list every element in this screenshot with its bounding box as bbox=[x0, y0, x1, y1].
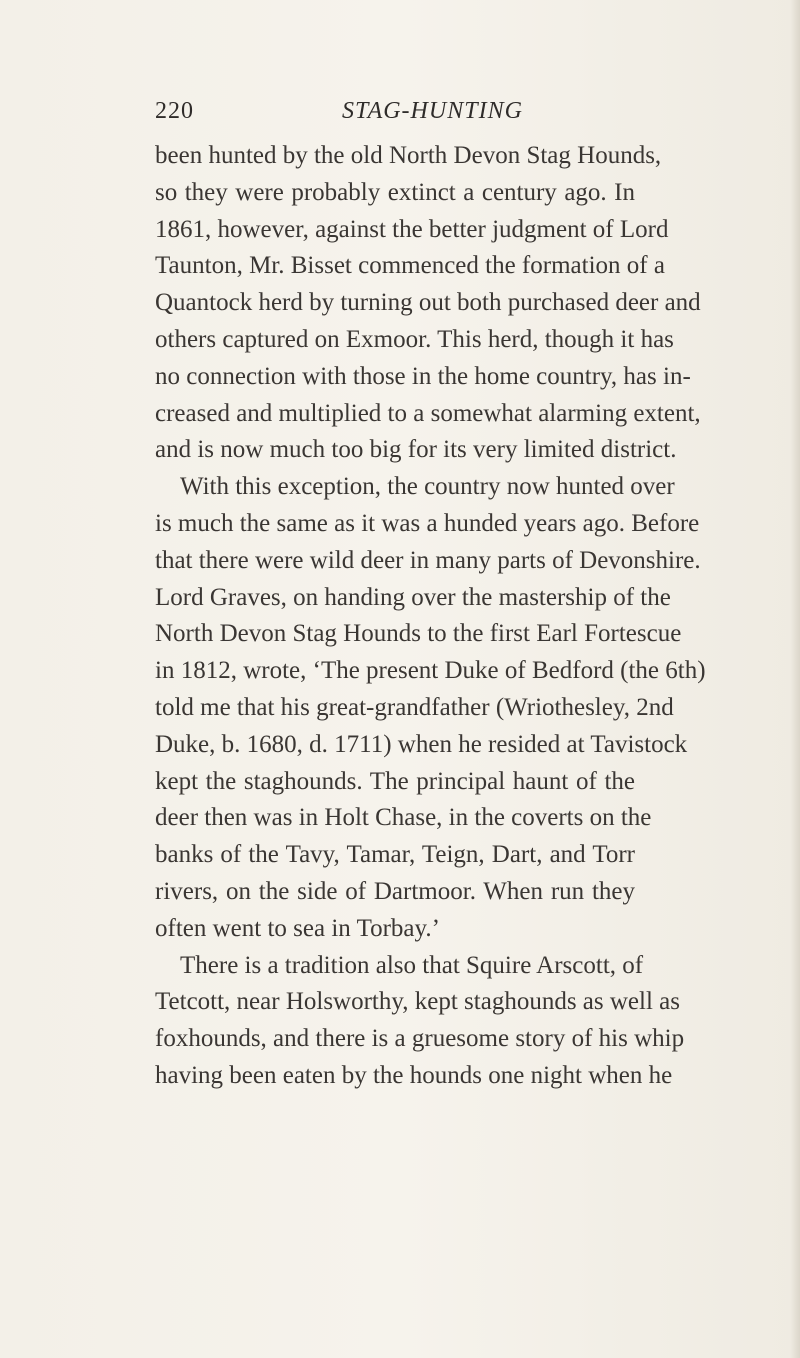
text-line: is much the same as it was a hunded years ago. Before bbox=[155, 509, 700, 537]
text-line: 1861, however, against the better judgment of Lord bbox=[155, 215, 669, 243]
page-header bbox=[155, 98, 635, 138]
text-line: foxhounds, and there is a gruesome story of his whip bbox=[155, 1025, 685, 1053]
text-line: banks of the Tavy, Tamar, Teign, Dart, and Torr bbox=[155, 841, 635, 869]
text-line: Duke, b. 1680, d. 1711) when he resided at Tavistock bbox=[155, 730, 688, 758]
text-line: that there were wild deer in many parts of Devonshire. bbox=[155, 546, 701, 574]
text-line: no connection with those in the home country, has in- bbox=[155, 362, 691, 390]
text-line: in 1812, wrote, ‘The present Duke of Bedford (the 6th) bbox=[155, 657, 706, 685]
text-line: rivers, on the side of Dartmoor. When run they bbox=[155, 877, 635, 905]
text-line: Taunton, Mr. Bisset commenced the formation of a bbox=[155, 252, 665, 280]
page-edge-shadow bbox=[790, 0, 800, 1358]
text-line: Lord Graves, on handing over the mastership of the bbox=[155, 583, 671, 611]
text-line: been hunted by the old North Devon Stag Hounds, bbox=[155, 142, 662, 169]
text-line: There is a tradition also that Squire Arscott, of bbox=[180, 951, 644, 979]
text-line: often went to sea in Torbay.’ bbox=[155, 914, 440, 942]
page-number: 220 bbox=[155, 98, 194, 124]
text-line: creased and multiplied to a somewhat alarming extent, bbox=[155, 399, 701, 427]
text-line: told me that his great-grandfather (Wriothesley, 2nd bbox=[155, 693, 674, 721]
text-line: kept the staghounds. The principal haunt of the bbox=[155, 767, 635, 795]
text-line: With this exception, the country now hunted over bbox=[180, 473, 675, 501]
text-line: so they were probably extinct a century ago. In bbox=[155, 178, 635, 206]
text-line: and is now much too big for its very limited district. bbox=[155, 436, 677, 464]
text-line: Quantock herd by turning out both purchased deer and bbox=[155, 289, 701, 317]
body-text bbox=[155, 138, 706, 1095]
text-line: deer then was in Holt Chase, in the coverts on the bbox=[155, 804, 652, 832]
text-line: having been eaten by the hounds one night when he bbox=[155, 1061, 673, 1089]
running-head: STAG-HUNTING bbox=[342, 98, 523, 124]
text-line: North Devon Stag Hounds to the first Earl Fortescue bbox=[155, 620, 682, 648]
text-line: others captured on Exmoor. This herd, though it has bbox=[155, 325, 674, 353]
text-line: Tetcott, near Holsworthy, kept staghounds as well as bbox=[155, 988, 680, 1016]
